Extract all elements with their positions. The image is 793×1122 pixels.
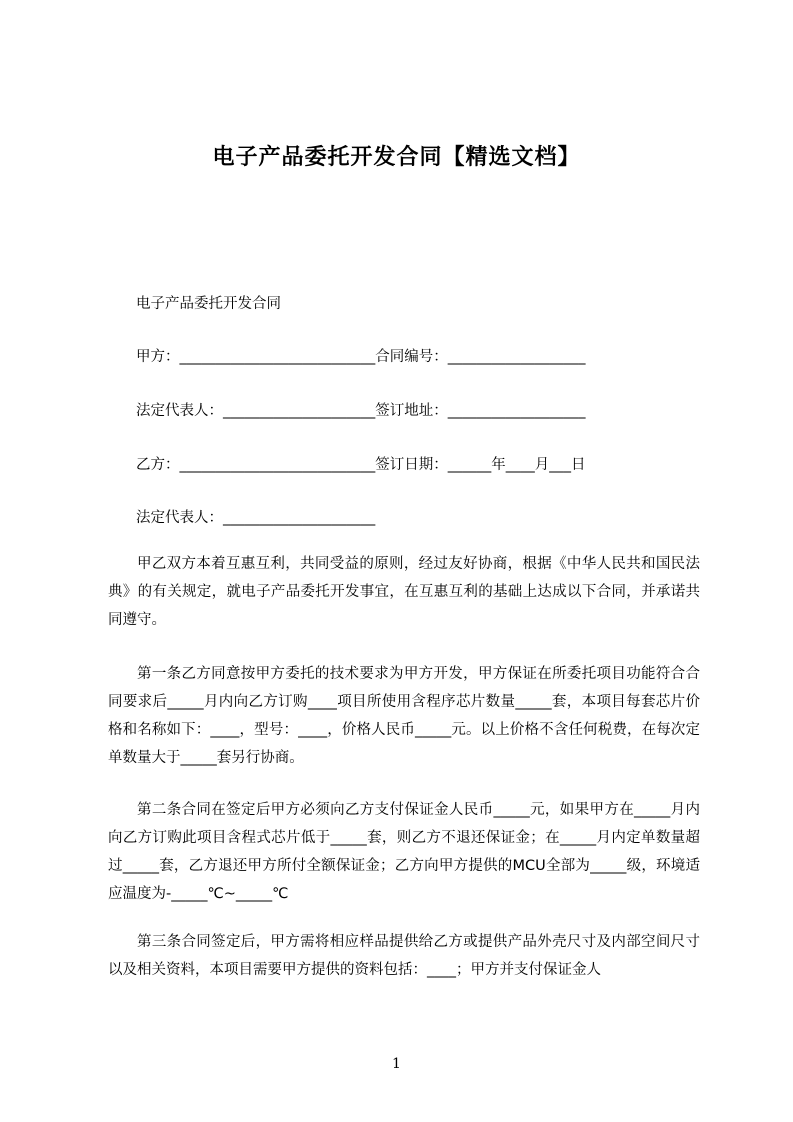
document-title: 电子产品委托开发合同【精选文档】 — [212, 145, 581, 170]
party-a-line: 甲方：___________________________合同编号：___________________ — [136, 349, 586, 365]
article-3-paragraph: 第三条合同签定后，甲方需将相应样品提供给乙方或提供产品外壳尺寸及内部空间尺寸以及相关资料，本项目需要甲方提供的资料包括：____；甲方并支付保证金人 — [108, 934, 700, 978]
party-b-line: 乙方：___________________________签订日期：______年____月___日 — [136, 457, 586, 473]
preamble-paragraph: 甲乙双方本着互惠互利，共同受益的原则，经过友好协商，根据《中华人民共和国民法典》的有关规定，就电子产品委托开发事宜，在互惠互利的基础上达成以下合同，并承诺共同遵守。 — [108, 556, 700, 628]
contract-subtitle: 电子产品委托开发合同 — [136, 296, 281, 312]
page-number: 1 — [392, 1056, 401, 1072]
legal-rep-a-line: 法定代表人：_____________________签订地址：___________________ — [136, 403, 586, 419]
legal-rep-b-line: 法定代表人：_____________________ — [136, 510, 376, 526]
article-2-paragraph: 第二条合同在签定后甲方必须向乙方支付保证金人民币_____元，如果甲方在_____月内向乙方订购此项目含程式芯片低于_____套，则乙方不退还保证金；在_____月内定单数量超过_____套，乙方退还甲方所付全额保证金；乙方向甲方提供的MCU全部为_____级，环境适应温度为-_____℃~_____℃ — [108, 802, 700, 902]
article-1-paragraph: 第一条乙方同意按甲方委托的技术要求为甲方开发，甲方保证在所委托项目功能符合合同要求后_____月内向乙方订购____项目所使用含程序芯片数量_____套，本项目每套芯片价格和名称如下：____，型号：____，价格人民币_____元。以上价格不含任何税费，在每次定单数量大于_____套另行协商。 — [108, 666, 700, 766]
